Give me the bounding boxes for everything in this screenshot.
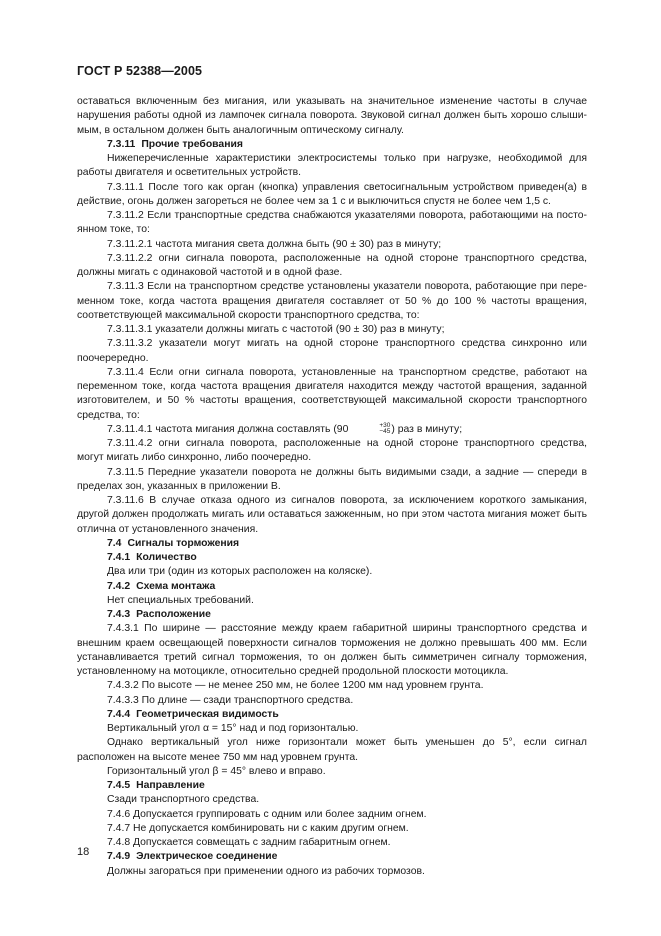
tolerance-upper: +30 (379, 422, 391, 429)
section-heading (77, 779, 587, 793)
paragraph: Нижеперечисленные характеристики электросистемы только при нагрузке, необходимой для работы двигателя и осветительных устройств. (77, 153, 587, 179)
paragraph: 7.3.11.3 Если на транспортном средстве установлены указатели поворота, работающие при переменном токе, когда частота вращения двигателя составляет от 50 % до 100 % частоты вращения, соответствующей максимальной скорости транспортного средства, то: (77, 281, 587, 321)
paragraph-text: ) раз в минуту; (391, 423, 463, 435)
paragraph (77, 423, 587, 437)
paragraph: 7.3.11.4.2 огни сигнала поворота, расположенные на одной стороне транспортного средства, могут мигать либо синхронно, либо поочередно. (77, 438, 587, 464)
paragraph: оставаться включенным без мигания, или указывать на значительное изменение частоты в случае нарушения работы одной из лампочек сигнала поворота. Звуковой сигнал должен быть хорошо слышимым, в остальном должен быть аналогичным оптическому сигналу. (77, 96, 587, 136)
section-title: Схема монтажа (136, 580, 216, 592)
paragraph: 7.4.3.1 По ширине — расстояние между краем габаритной ширины транспортного средства и внешним краем освещающей поверхности сигналов торможения не должно превышать 400 мм. Если устанавливается третий сигнал торможения, то он должен быть симметричен сигналу торможения, установленному на мотоцикле, относительно средней продольной плоскости мотоцикла. (77, 623, 587, 677)
section-heading (77, 537, 587, 551)
paragraph: Два или три (один из которых расположен на коляске). (107, 566, 373, 578)
paragraph: 7.3.11.5 Передние указатели поворота не должны быть видимыми сзади, а задние — спереди в пределах зон, указанных в приложении В. (77, 466, 587, 492)
section-number: 7.3.11 (107, 138, 136, 150)
paragraph: Должны загораться при применении одного из рабочих тормозов. (107, 865, 425, 877)
section-heading (77, 850, 587, 864)
section-heading (77, 551, 587, 565)
paragraph: 7.3.11.4 Если огни сигнала поворота, установленные на транспортном средстве, работают на переменном токе, когда частота вращения двигателя находится между частотой вращения, заданной изготовителем, и 50 % частоты вращения, соответствующей максимальной скорости транспортного средства, то: (77, 366, 587, 421)
section-heading (77, 580, 587, 594)
section-title: Геометрическая видимость (136, 708, 279, 720)
tolerance-lower: −45 (379, 428, 391, 435)
document-header: ГОСТ Р 52388—2005 (77, 64, 203, 78)
paragraph-text: 7.3.11.4.1 частота мигания должна составлять (90 (107, 423, 349, 435)
section-number: 7.4.2 (107, 580, 131, 592)
page-number: 18 (77, 846, 90, 858)
paragraph: Сзади транспортного средства. (107, 794, 260, 806)
section-number: 7.4.1 (107, 552, 131, 563)
paragraph: 7.3.11.2.2 огни сигнала поворота, расположенные на одной стороне транспортного средства, должны мигать с одинаковой частотой и в одной фазе. (77, 252, 587, 278)
section-title: Направление (136, 780, 205, 791)
tolerance-fraction (349, 423, 390, 435)
paragraph: 7.3.11.3.1 указатели должны мигать с частотой (90 ± 30) раз в минуту; (107, 324, 445, 335)
section-heading (77, 138, 587, 152)
paragraph: 7.4.7 Не допускается комбинировать ни с каким другим огнем. (107, 822, 409, 834)
section-title: Расположение (136, 609, 211, 620)
section-heading (77, 608, 587, 622)
section-number: 7.4.9 (107, 851, 131, 863)
paragraph: Однако вертикальный угол ниже горизонтали может быть уменьшен до 5°, если сигнал расположен на высоте менее 750 мм над уровнем грунта. (77, 737, 587, 763)
section-title: Прочие требования (141, 138, 243, 150)
paragraph: 7.4.6 Допускается группировать с одним или более задним огнем. (107, 808, 427, 820)
paragraph: 7.4.3.2 По высоте — не менее 250 мм, не более 1200 мм над уровнем грунта. (107, 680, 484, 692)
paragraph: Горизонтальный угол β = 45° влево и вправо. (107, 765, 326, 777)
section-number: 7.4.4 (107, 708, 131, 720)
section-title: Электрическое соединение (136, 851, 278, 863)
paragraph: Нет специальных требований. (107, 594, 254, 606)
section-heading (77, 708, 587, 722)
document-body (77, 95, 587, 879)
section-title: Сигналы торможения (127, 537, 240, 549)
section-title: Количество (136, 552, 197, 563)
paragraph: 7.4.3.3 По длине — сзади транспортного средства. (107, 694, 354, 706)
paragraph: 7.3.11.2.1 частота мигания света должна быть (90 ± 30) раз в минуту; (107, 238, 442, 250)
paragraph: 7.3.11.2 Если транспортные средства снабжаются указателями поворота, работающими на постоянном токе, то: (77, 210, 587, 236)
section-number: 7.4 (107, 537, 122, 549)
paragraph: 7.3.11.1 После того как орган (кнопка) управления светосигнальным устройством приведен(а) в действие, огонь должен загореться не более чем за 1 с и выключиться спустя не более чем 1,5 с. (77, 181, 587, 207)
paragraph: 7.3.11.6 В случае отказа одного из сигналов поворота, за исключением короткого замыкания, другой должен продолжать мигать или оставаться зажженным, но при этом частота мигания может быть отлична от установленного значения. (77, 495, 587, 535)
paragraph: 7.4.8 Допускается совмещать с задним габаритным огнем. (107, 837, 391, 848)
section-number: 7.4.5 (107, 780, 131, 791)
paragraph: 7.3.11.3.2 указатели могут мигать на одной стороне транспортного средства синхронно или поочерередно. (77, 338, 587, 364)
paragraph: Вертикальный угол α = 15° над и под горизонталью. (107, 723, 359, 734)
section-number: 7.4.3 (107, 609, 131, 620)
